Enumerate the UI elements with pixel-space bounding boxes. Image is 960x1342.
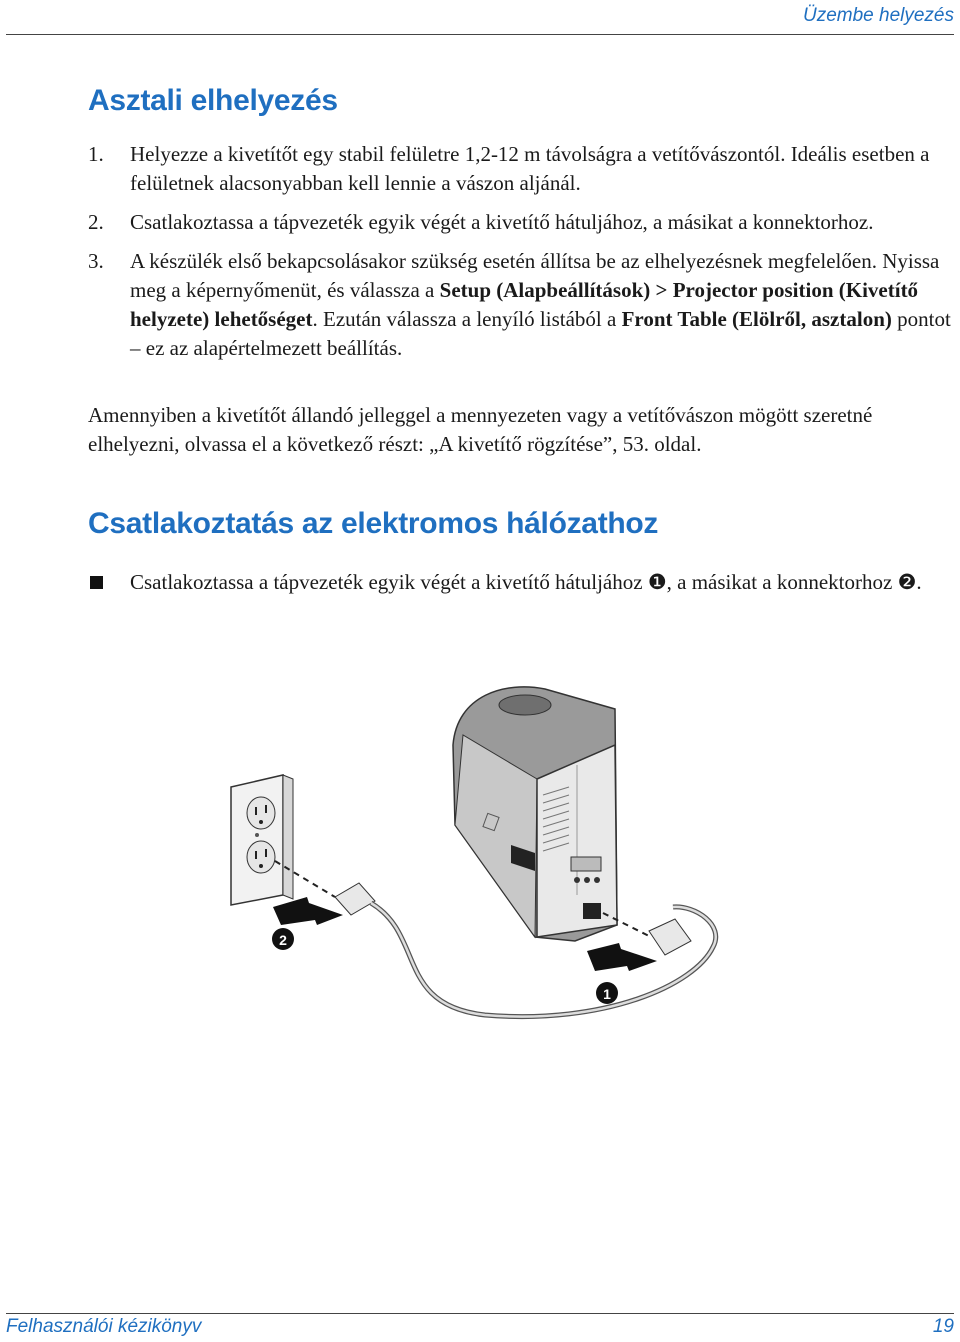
- bullet-text: , a másikat a konnektorhoz: [666, 570, 898, 594]
- section-title-power: Csatlakoztatás az elektromos hálózathoz: [88, 507, 659, 540]
- callout-2-label: 2: [279, 932, 287, 948]
- step-3: [88, 247, 954, 363]
- section-title-placement: Asztali elhelyezés: [88, 84, 338, 117]
- steps-list: [88, 140, 954, 373]
- arrow-1-icon: [587, 943, 657, 971]
- callout-1-label: 1: [603, 986, 611, 1002]
- running-header: Üzembe helyezés: [802, 5, 954, 26]
- callout-marker-1: ❶: [647, 570, 667, 594]
- wall-outlet-icon: [231, 775, 293, 905]
- projector-icon: [453, 687, 617, 941]
- callout-marker-2: ❷: [897, 570, 917, 594]
- wall-plug-icon: [335, 883, 375, 915]
- bullet-text: .: [916, 570, 922, 594]
- callout-2-icon: [272, 928, 294, 950]
- callout-1-icon: [596, 982, 618, 1004]
- footer-rule: [6, 1313, 954, 1314]
- footer-page-number: 19: [932, 1316, 954, 1337]
- step-text: pontot – ez az alapértelmezett beállítás.: [130, 307, 951, 360]
- bullet-square-icon: [90, 576, 103, 589]
- menu-option: Front Table (Elölről, asztalon): [621, 307, 892, 331]
- step-1: [88, 140, 954, 198]
- step-number: 2.: [88, 210, 104, 234]
- header-rule: [6, 34, 954, 35]
- step-text: Csatlakoztassa a tápvezeték egyik végét a kivetítő hátuljához, a másikat a konnektorhoz.: [130, 210, 874, 234]
- step-2: [88, 208, 954, 237]
- projector-plug-icon: [649, 919, 691, 955]
- step-text: . Ezután válassza a lenyíló listából a: [312, 307, 622, 331]
- bullet-item: [88, 566, 960, 599]
- ceiling-note-paragraph: Amennyiben a kivetítőt állandó jelleggel a mennyezeten vagy a vetítővászon mögött szeretné elhelyezni, olvassa el a következő részt: „A kivetítő rögzítése”, 53. oldal.: [88, 403, 873, 456]
- step-text: Helyezze a kivetítőt egy stabil felületre 1,2-12 m távolságra a vetítővászontól. Ideális esetben a felületnek alacsonyabban kell lennie a vászon aljánál.: [130, 142, 930, 195]
- bullet-text: Csatlakoztassa a tápvezeték egyik végét a kivetítő hátuljához: [130, 570, 648, 594]
- footer-manual-title: Felhasználói kézikönyv: [6, 1316, 202, 1337]
- menu-path: Setup (Alapbeállítások) > Projector position (Kivetítő helyzete) lehetőséget: [130, 278, 919, 331]
- power-connection-illustration: [225, 675, 735, 1035]
- arrow-2-icon: [273, 897, 343, 925]
- step-number: 3.: [88, 249, 104, 273]
- step-number: 1.: [88, 142, 104, 166]
- step-text: A készülék első bekapcsolásakor szükség esetén állítsa be az elhelyezésnek megfelelően. Nyissa meg a képernyőmenüt, és válassza a: [130, 249, 940, 302]
